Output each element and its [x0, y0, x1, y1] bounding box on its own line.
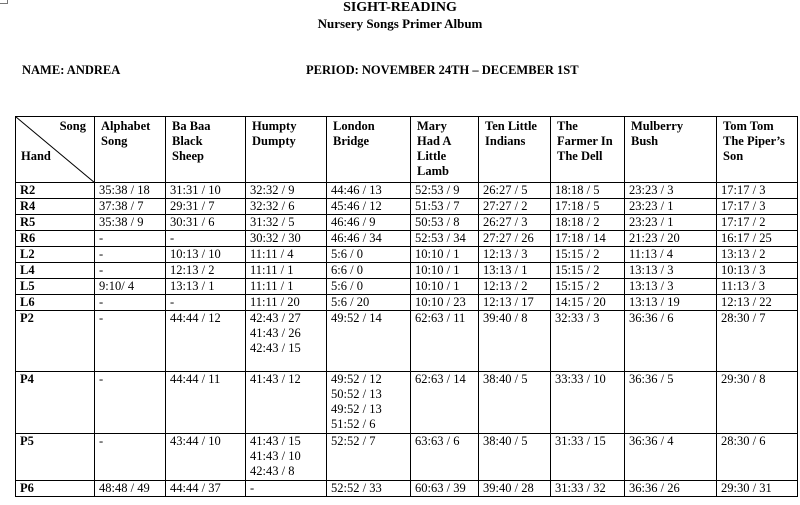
score-cell — [327, 215, 411, 231]
score-cell — [551, 199, 625, 215]
score-cell — [327, 183, 411, 199]
score-value: 11:11 / 1 — [250, 263, 294, 277]
score-cell — [411, 481, 479, 497]
score-cell — [95, 295, 166, 311]
score-cell — [717, 295, 798, 311]
score-value: 13:13 / 3 — [629, 263, 674, 277]
song-title-line: Son — [723, 149, 744, 163]
score-cell — [551, 372, 625, 434]
score-cell — [551, 279, 625, 295]
score-value: 31:33 / 15 — [555, 434, 606, 448]
score-value: 18:18 / 5 — [555, 183, 600, 197]
score-cell — [95, 372, 166, 434]
table-row — [16, 311, 798, 372]
song-title-line: The Dell — [557, 149, 603, 163]
score-cell — [717, 481, 798, 497]
score-cell — [246, 247, 327, 263]
score-cell — [166, 279, 246, 295]
score-cell — [625, 247, 717, 263]
song-title-line: Humpty — [252, 119, 297, 133]
score-cell — [411, 372, 479, 434]
score-value: 44:44 / 11 — [170, 372, 221, 386]
score-value: 9:10/ 4 — [99, 279, 135, 293]
score-value: 18:18 / 2 — [555, 215, 600, 229]
score-value: 11:11 / 20 — [250, 295, 300, 309]
song-header — [551, 117, 625, 183]
score-value: 32:32 / 6 — [250, 199, 295, 213]
score-cell — [625, 372, 717, 434]
score-cell — [551, 247, 625, 263]
score-value: 14:15 / 20 — [555, 295, 606, 309]
score-cell — [327, 263, 411, 279]
score-value: - — [99, 231, 104, 245]
hand-label: R2 — [16, 183, 95, 199]
score-cell — [717, 247, 798, 263]
score-value: 63:63 / 6 — [415, 434, 460, 448]
score-value: 41:43 / 15 — [250, 434, 301, 448]
score-value: 10:10 / 1 — [415, 279, 460, 293]
score-value: 29:31 / 7 — [170, 199, 215, 213]
hand-label: P5 — [16, 434, 95, 481]
score-value: 62:63 / 11 — [415, 311, 466, 325]
score-cell — [717, 199, 798, 215]
score-cell — [95, 434, 166, 481]
score-value: 11:13 / 4 — [629, 247, 673, 261]
score-cell — [327, 311, 411, 372]
score-cell — [411, 263, 479, 279]
score-cell — [717, 434, 798, 481]
score-value: 26:27 / 3 — [483, 215, 528, 229]
score-value: - — [99, 311, 104, 325]
score-value: 36:36 / 4 — [629, 434, 674, 448]
score-cell — [551, 183, 625, 199]
score-cell — [166, 199, 246, 215]
hand-label: L4 — [16, 263, 95, 279]
score-cell — [411, 311, 479, 372]
score-value: 6:6 / 0 — [331, 263, 363, 277]
hand-label: P4 — [16, 372, 95, 434]
hand-axis-label: Hand — [21, 149, 51, 163]
hand-label: L6 — [16, 295, 95, 311]
score-value: 5:6 / 0 — [331, 279, 363, 293]
score-value: 29:30 / 8 — [721, 372, 766, 386]
score-value: 23:23 / 3 — [629, 183, 674, 197]
score-cell — [327, 434, 411, 481]
score-cell — [95, 481, 166, 497]
score-cell — [411, 247, 479, 263]
score-value: 11:11 / 1 — [250, 279, 294, 293]
score-cell — [166, 481, 246, 497]
score-value: 10:10 / 23 — [415, 295, 466, 309]
song-header — [625, 117, 717, 183]
score-cell — [327, 279, 411, 295]
score-value: 52:52 / 33 — [331, 481, 382, 495]
table-row — [16, 263, 798, 279]
hand-label: P6 — [16, 481, 95, 497]
score-cell — [551, 215, 625, 231]
score-value: 41:43 / 10 — [250, 449, 301, 463]
score-cell — [95, 215, 166, 231]
score-value: 52:53 / 9 — [415, 183, 460, 197]
song-title-line: Lamb — [417, 164, 449, 178]
score-value: 32:33 / 3 — [555, 311, 600, 325]
score-value: 23:23 / 1 — [629, 199, 674, 213]
score-value: 21:23 / 20 — [629, 231, 680, 245]
score-value: 42:43 / 8 — [250, 464, 295, 478]
score-value: 13:13 / 3 — [629, 279, 674, 293]
score-value: 10:10 / 1 — [415, 263, 460, 277]
table-row — [16, 481, 798, 497]
score-value: 37:38 / 7 — [99, 199, 144, 213]
score-value: 41:43 / 12 — [250, 372, 301, 386]
score-value: 36:36 / 6 — [629, 311, 674, 325]
table-row — [16, 199, 798, 215]
score-cell — [717, 311, 798, 372]
score-cell — [246, 183, 327, 199]
score-value: 10:13 / 3 — [721, 263, 766, 277]
score-value: 52:53 / 34 — [415, 231, 466, 245]
score-value: 46:46 / 34 — [331, 231, 382, 245]
hand-label: R6 — [16, 231, 95, 247]
table-row — [16, 279, 798, 295]
score-cell — [246, 263, 327, 279]
score-cell — [95, 279, 166, 295]
student-name: NAME: ANDREA — [22, 63, 121, 77]
score-cell — [95, 311, 166, 372]
score-cell — [551, 231, 625, 247]
score-value: 12:13 / 3 — [483, 247, 528, 261]
table-row — [16, 183, 798, 199]
score-value: 28:30 / 6 — [721, 434, 766, 448]
score-cell — [327, 481, 411, 497]
score-cell — [246, 311, 327, 372]
score-cell — [479, 183, 551, 199]
score-value: 49:52 / 12 — [331, 372, 382, 386]
score-cell — [625, 279, 717, 295]
score-cell — [551, 434, 625, 481]
score-cell — [411, 279, 479, 295]
score-cell — [411, 183, 479, 199]
score-cell — [479, 199, 551, 215]
score-cell — [246, 231, 327, 247]
score-value: 50:53 / 8 — [415, 215, 460, 229]
score-cell — [625, 434, 717, 481]
score-cell — [95, 263, 166, 279]
table-row — [16, 434, 798, 481]
score-value: - — [99, 263, 104, 277]
score-cell — [411, 215, 479, 231]
score-cell — [625, 481, 717, 497]
song-title-line: Bush — [631, 134, 659, 148]
page-subtitle: Nursery Songs Primer Album — [317, 16, 483, 31]
table-row — [16, 372, 798, 434]
score-value: 35:38 / 9 — [99, 215, 144, 229]
score-value: 41:43 / 26 — [250, 326, 301, 340]
score-value: 11:13 / 3 — [721, 279, 765, 293]
song-title-line: Mulberry — [631, 119, 684, 133]
song-title-line: London — [333, 119, 375, 133]
song-header — [717, 117, 798, 183]
score-value: 17:17 / 2 — [721, 215, 766, 229]
score-value: 39:40 / 28 — [483, 481, 534, 495]
song-header — [166, 117, 246, 183]
hand-label: P2 — [16, 311, 95, 372]
score-cell — [246, 434, 327, 481]
score-value: - — [99, 372, 104, 386]
score-value: 50:52 / 13 — [331, 387, 382, 401]
score-cell — [327, 231, 411, 247]
score-value: 23:23 / 1 — [629, 215, 674, 229]
score-value: - — [250, 481, 255, 495]
period-range: PERIOD: NOVEMBER 24TH – DECEMBER 1ST — [306, 63, 579, 77]
score-value: 51:52 / 6 — [331, 417, 376, 431]
score-value: 13:13 / 1 — [170, 279, 215, 293]
score-cell — [479, 295, 551, 311]
score-cell — [246, 215, 327, 231]
score-cell — [479, 215, 551, 231]
score-cell — [479, 279, 551, 295]
score-value: 28:30 / 7 — [721, 311, 766, 325]
score-cell — [246, 295, 327, 311]
score-value: 13:13 / 2 — [721, 247, 766, 261]
score-cell — [166, 311, 246, 372]
sight-reading-table — [15, 116, 798, 497]
score-value: 12:13 / 17 — [483, 295, 534, 309]
score-cell — [479, 247, 551, 263]
score-cell — [625, 311, 717, 372]
score-cell — [625, 183, 717, 199]
score-value: 12:13 / 2 — [483, 279, 528, 293]
corner-header — [16, 117, 95, 183]
song-axis-label: Song — [59, 119, 86, 133]
page-title: SIGHT-READING — [343, 0, 457, 15]
score-value: 10:13 / 10 — [170, 247, 221, 261]
song-header — [411, 117, 479, 183]
score-value: 17:18 / 5 — [555, 199, 600, 213]
score-value: 31:33 / 32 — [555, 481, 606, 495]
score-cell — [551, 295, 625, 311]
score-value: 31:31 / 10 — [170, 183, 221, 197]
score-value: 12:13 / 2 — [170, 263, 215, 277]
score-value: 30:32 / 30 — [250, 231, 301, 245]
score-cell — [166, 215, 246, 231]
score-cell — [625, 231, 717, 247]
song-header — [95, 117, 166, 183]
score-cell — [625, 199, 717, 215]
score-value: 42:43 / 15 — [250, 341, 301, 355]
score-value: 44:44 / 37 — [170, 481, 221, 495]
score-cell — [551, 481, 625, 497]
score-value: 32:32 / 9 — [250, 183, 295, 197]
table-row — [16, 215, 798, 231]
song-title-line: Farmer In — [557, 134, 613, 148]
table-row — [16, 231, 798, 247]
score-value: 5:6 / 20 — [331, 295, 370, 309]
score-value: 15:15 / 2 — [555, 247, 600, 261]
score-cell — [717, 263, 798, 279]
score-value: 12:13 / 22 — [721, 295, 772, 309]
score-cell — [717, 183, 798, 199]
score-cell — [411, 295, 479, 311]
score-value: 11:11 / 4 — [250, 247, 294, 261]
score-value: - — [99, 434, 104, 448]
score-value: 36:36 / 5 — [629, 372, 674, 386]
song-title-line: Bridge — [333, 134, 370, 148]
song-title-line: The — [557, 119, 578, 133]
score-cell — [479, 434, 551, 481]
score-cell — [717, 279, 798, 295]
score-cell — [95, 247, 166, 263]
score-value: 49:52 / 14 — [331, 311, 382, 325]
table-body — [16, 183, 798, 497]
score-value: 13:13 / 1 — [483, 263, 528, 277]
hand-label: R5 — [16, 215, 95, 231]
score-cell — [411, 231, 479, 247]
song-header-row — [16, 117, 798, 183]
song-title-line: Ba Baa — [172, 119, 211, 133]
score-value: 29:30 / 31 — [721, 481, 772, 495]
score-cell — [479, 481, 551, 497]
song-title-line: Alphabet — [101, 119, 151, 133]
score-value: 10:10 / 1 — [415, 247, 460, 261]
score-value: - — [170, 295, 175, 309]
score-cell — [246, 199, 327, 215]
song-title-line: Had A — [417, 134, 452, 148]
score-value: 17:17 / 3 — [721, 199, 766, 213]
score-cell — [625, 295, 717, 311]
score-cell — [479, 311, 551, 372]
song-title-line: Tom Tom — [723, 119, 774, 133]
score-value: 13:13 / 19 — [629, 295, 680, 309]
song-title-line: Song — [101, 134, 128, 148]
score-cell — [327, 372, 411, 434]
score-cell — [95, 183, 166, 199]
song-header — [327, 117, 411, 183]
score-value: 46:46 / 9 — [331, 215, 376, 229]
score-value: 17:17 / 3 — [721, 183, 766, 197]
score-cell — [411, 434, 479, 481]
score-cell — [166, 231, 246, 247]
score-cell — [717, 372, 798, 434]
score-cell — [551, 311, 625, 372]
score-value: 38:40 / 5 — [483, 372, 528, 386]
score-cell — [479, 231, 551, 247]
score-value: 45:46 / 12 — [331, 199, 382, 213]
score-cell — [166, 263, 246, 279]
song-header — [479, 117, 551, 183]
score-value: 38:40 / 5 — [483, 434, 528, 448]
score-cell — [166, 372, 246, 434]
score-value: - — [170, 231, 175, 245]
score-cell — [327, 295, 411, 311]
score-value: 48:48 / 49 — [99, 481, 150, 495]
score-cell — [95, 231, 166, 247]
score-value: 31:32 / 5 — [250, 215, 295, 229]
song-title-line: Sheep — [172, 149, 204, 163]
score-cell — [95, 199, 166, 215]
score-cell — [479, 263, 551, 279]
score-value: 15:15 / 2 — [555, 279, 600, 293]
score-cell — [166, 295, 246, 311]
hand-label: L2 — [16, 247, 95, 263]
score-value: 33:33 / 10 — [555, 372, 606, 386]
table-row — [16, 247, 798, 263]
score-value: 36:36 / 26 — [629, 481, 680, 495]
score-value: 44:46 / 13 — [331, 183, 382, 197]
song-title-line: Mary — [417, 119, 447, 133]
score-value: - — [99, 247, 104, 261]
score-cell — [166, 434, 246, 481]
score-cell — [717, 215, 798, 231]
song-title-line: Dumpty — [252, 134, 296, 148]
hand-label: L5 — [16, 279, 95, 295]
score-value: 60:63 / 39 — [415, 481, 466, 495]
score-value: 52:52 / 7 — [331, 434, 376, 448]
score-cell — [411, 199, 479, 215]
score-value: 62:63 / 14 — [415, 372, 466, 386]
score-value: 27:27 / 26 — [483, 231, 534, 245]
score-cell — [717, 231, 798, 247]
score-cell — [625, 263, 717, 279]
score-cell — [479, 372, 551, 434]
score-cell — [166, 247, 246, 263]
score-value: 39:40 / 8 — [483, 311, 528, 325]
score-value: 30:31 / 6 — [170, 215, 215, 229]
score-cell — [327, 247, 411, 263]
song-title-line: Ten Little — [485, 119, 537, 133]
score-value: 5:6 / 0 — [331, 247, 363, 261]
score-cell — [246, 372, 327, 434]
table-row — [16, 295, 798, 311]
score-cell — [625, 215, 717, 231]
song-title-line: Indians — [485, 134, 526, 148]
score-cell — [551, 263, 625, 279]
score-value: 42:43 / 27 — [250, 311, 301, 325]
score-value: 15:15 / 2 — [555, 263, 600, 277]
score-value: 17:18 / 14 — [555, 231, 606, 245]
hand-label: R4 — [16, 199, 95, 215]
song-title-line: Black — [172, 134, 203, 148]
score-cell — [246, 481, 327, 497]
score-value: - — [99, 295, 104, 309]
score-value: 16:17 / 25 — [721, 231, 772, 245]
score-cell — [246, 279, 327, 295]
score-value: 35:38 / 18 — [99, 183, 150, 197]
song-title-line: The Piper’s — [723, 134, 785, 148]
score-value: 51:53 / 7 — [415, 199, 460, 213]
score-value: 43:44 / 10 — [170, 434, 221, 448]
score-value: 44:44 / 12 — [170, 311, 221, 325]
score-value: 26:27 / 5 — [483, 183, 528, 197]
score-value: 27:27 / 2 — [483, 199, 528, 213]
score-cell — [166, 183, 246, 199]
song-header — [246, 117, 327, 183]
score-value: 49:52 / 13 — [331, 402, 382, 416]
song-title-line: Little — [417, 149, 447, 163]
score-cell — [327, 199, 411, 215]
